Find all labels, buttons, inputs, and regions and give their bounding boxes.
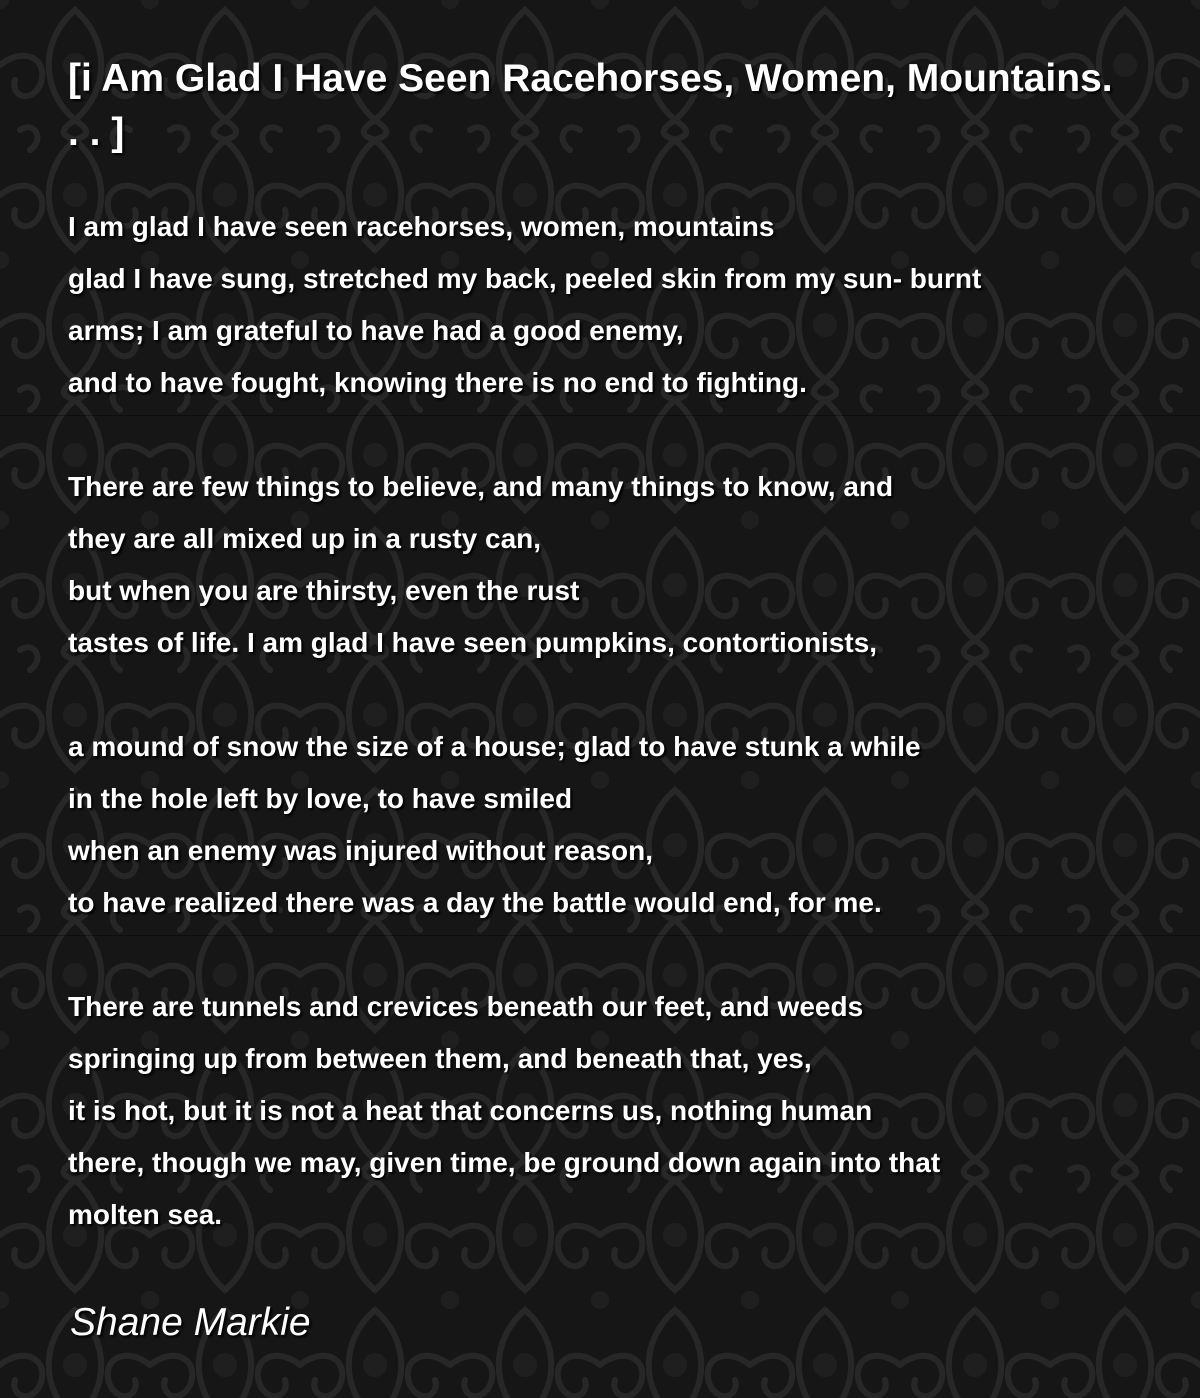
poem-line: there, though we may, given time, be ground down again into that [68, 1147, 941, 1178]
poem-line: I am glad I have seen racehorses, women, mountains [68, 211, 775, 242]
stanza [68, 201, 1168, 409]
poem-line: glad I have sung, stretched my back, peeled skin from my sun- burnt [68, 263, 982, 294]
stanza [68, 981, 1168, 1241]
poem-line: springing up from between them, and beneath that, yes, [68, 1043, 812, 1074]
poem-line: and to have fought, knowing there is no end to fighting. [68, 367, 807, 398]
poem-line: when an enemy was injured without reason, [68, 835, 654, 866]
stanza [68, 461, 1168, 669]
poem-line: a mound of snow the size of a house; glad to have stunk a while [68, 731, 921, 762]
poem-author: Shane Markie [70, 1301, 311, 1344]
poem-line: arms; I am grateful to have had a good enemy, [68, 315, 684, 346]
poem-line: they are all mixed up in a rusty can, [68, 523, 542, 554]
poem-line: There are tunnels and crevices beneath our feet, and weeds [68, 991, 864, 1022]
poem-line: to have realized there was a day the battle would end, for me. [68, 887, 882, 918]
poem-line: There are few things to believe, and many things to know, and [68, 471, 894, 502]
poem-line: but when you are thirsty, even the rust [68, 575, 580, 606]
poem-line: in the hole left by love, to have smiled [68, 783, 573, 814]
poem-line: molten sea. [68, 1199, 223, 1230]
poem-line: it is hot, but it is not a heat that concerns us, nothing human [68, 1095, 873, 1126]
poem-title: [i Am Glad I Have Seen Racehorses, Women, Mountains. . . ] [68, 57, 1113, 154]
poem-line: tastes of life. I am glad I have seen pumpkins, contortionists, [68, 627, 878, 658]
poem-body [68, 201, 1168, 1293]
stanza [68, 721, 1168, 929]
